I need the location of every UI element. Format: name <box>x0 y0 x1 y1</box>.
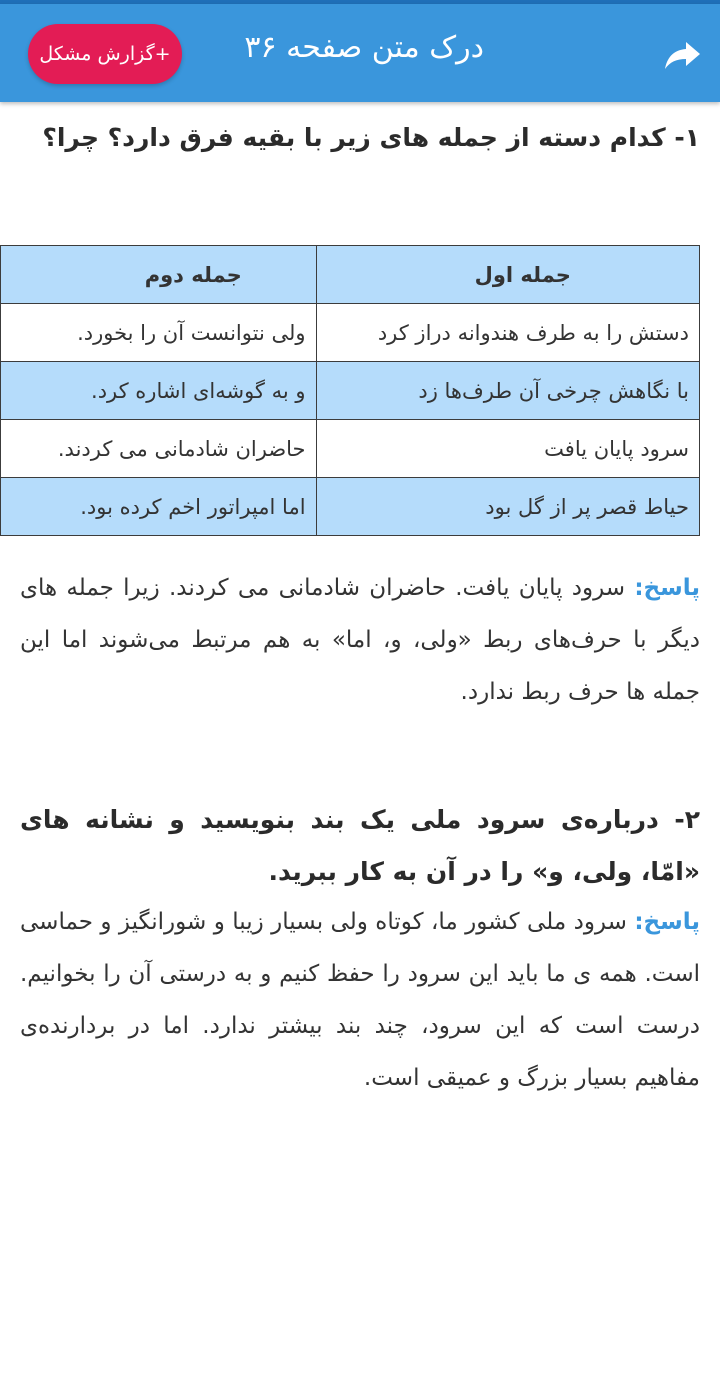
table-header-row <box>1 246 700 304</box>
table-cell: با نگاهش چرخی آن طرف‌ها زد <box>316 362 699 420</box>
page-title: درک متن صفحه ۳۶ <box>244 30 484 65</box>
table-row <box>1 304 700 362</box>
table-row <box>1 478 700 536</box>
answer-2 <box>20 896 700 1104</box>
answer-1 <box>20 562 700 718</box>
answer-text: سرود ملی کشور ما، کوتاه ولی بسیار زیبا و شورانگیز و حماسی است. همه ی ما باید این سرود را حفظ کنیم و به درستی آن را بخوانیم. درست است که این سرود، چند بند بیشتر ندارد. اما در بردارنده‌ی مفاهیم بسیار بزرگ و عمیقی است. <box>20 909 700 1091</box>
question-2-heading: ۲- درباره‌ی سرود ملی یک بند بنویسید و نشانه های «امّا، ولی، و» را در آن به کار ببرید. <box>20 805 700 886</box>
table-cell: سرود پایان یافت <box>316 420 699 478</box>
share-icon <box>662 34 702 74</box>
table-cell: و به گوشه‌ای اشاره کرد. <box>1 362 317 420</box>
table-cell: اما امپراتور اخم کرده بود. <box>1 478 317 536</box>
answer-label: پاسخ: <box>634 909 700 935</box>
answer-label: پاسخ: <box>634 575 701 601</box>
table-cell: دستش را به طرف هندوانه دراز کرد <box>316 304 699 362</box>
report-problem-button[interactable]: +گزارش مشکل <box>28 24 182 84</box>
sentences-table <box>0 245 700 536</box>
table-header-cell: جمله اول <box>316 246 699 304</box>
table-header-cell: جمله دوم <box>1 246 317 304</box>
table-cell: ولی نتوانست آن را بخورد. <box>1 304 317 362</box>
share-button[interactable] <box>662 34 702 74</box>
question-1-heading: ۱- کدام دسته از جمله های زیر با بقیه فرق دارد؟ چرا؟ <box>42 123 700 152</box>
app-header <box>0 4 720 102</box>
table-cell: حیاط قصر پر از گل بود <box>316 478 699 536</box>
table-cell: حاضران شادمانی می کردند. <box>1 420 317 478</box>
table-row <box>1 420 700 478</box>
table-row <box>1 362 700 420</box>
answer-text: سرود پایان یافت. حاضران شادمانی می کردند. زیرا جمله های دیگر با حرف‌های ربط «ولی، و، اما» به هم مرتبط می‌شوند اما این جمله ها حرف ربط ندارد. <box>20 575 700 705</box>
